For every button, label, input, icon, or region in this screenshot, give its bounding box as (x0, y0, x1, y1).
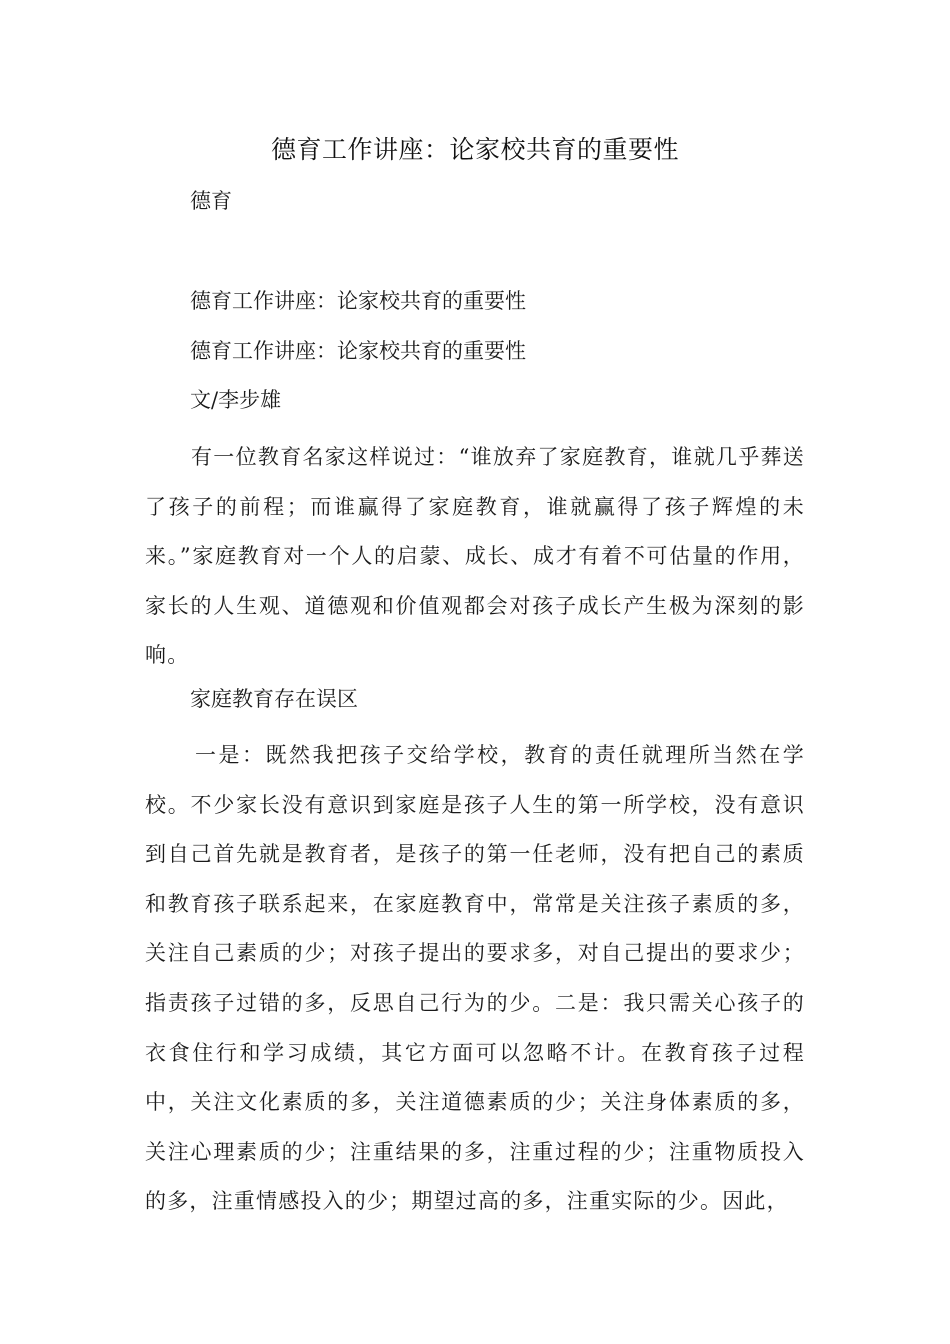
paragraph-intro: 有一位教育名家这样说过：“谁放弃了家庭教育，谁就几乎葬送了孩子的前程；而谁赢得了家庭教育，谁就赢得了孩子辉煌的未来。”家庭教育对一个人的启蒙、成长、成才有着不可估量的作用，家长的人生观、道德观和价值观都会对孩子成长产生极为深刻的影响。 (145, 445, 805, 668)
paragraph-misconceptions: 一是：既然我把孩子交给学校，教育的责任就理所当然在学校。不少家长没有意识到家庭是孩子人生的第一所学校，没有意识到自己首先就是教育者，是孩子的第一任老师，没有把自己的素质和教育孩子联系起来，在家庭教育中，常常是关注孩子素质的多，关注自己素质的少；对孩子提出的要求多，对自己提出的要求少；指责孩子过错的多，反思自己行为的少。二是：我只需关心孩子的衣食住行和学习成绩，其它方面可以忽略不计。在教育孩子过程中，关注文化素质的多，关注道德素质的少；关注身体素质的多，关注心理素质的少；注重结果的多，注重过程的少；注重物质投入的多，注重情感投入的少；期望过高的多，注重实际的少。因此， (145, 743, 805, 1214)
category-label: 德育 (190, 189, 232, 213)
author-line: 文/李步雄 (190, 388, 282, 412)
section-heading: 家庭教育存在误区 (190, 687, 358, 711)
subtitle-line-1: 德育工作讲座：论家校共育的重要性 (190, 289, 526, 313)
document-title: 德育工作讲座：论家校共育的重要性 (270, 135, 679, 164)
subtitle-line-2: 德育工作讲座：论家校共育的重要性 (190, 339, 526, 363)
